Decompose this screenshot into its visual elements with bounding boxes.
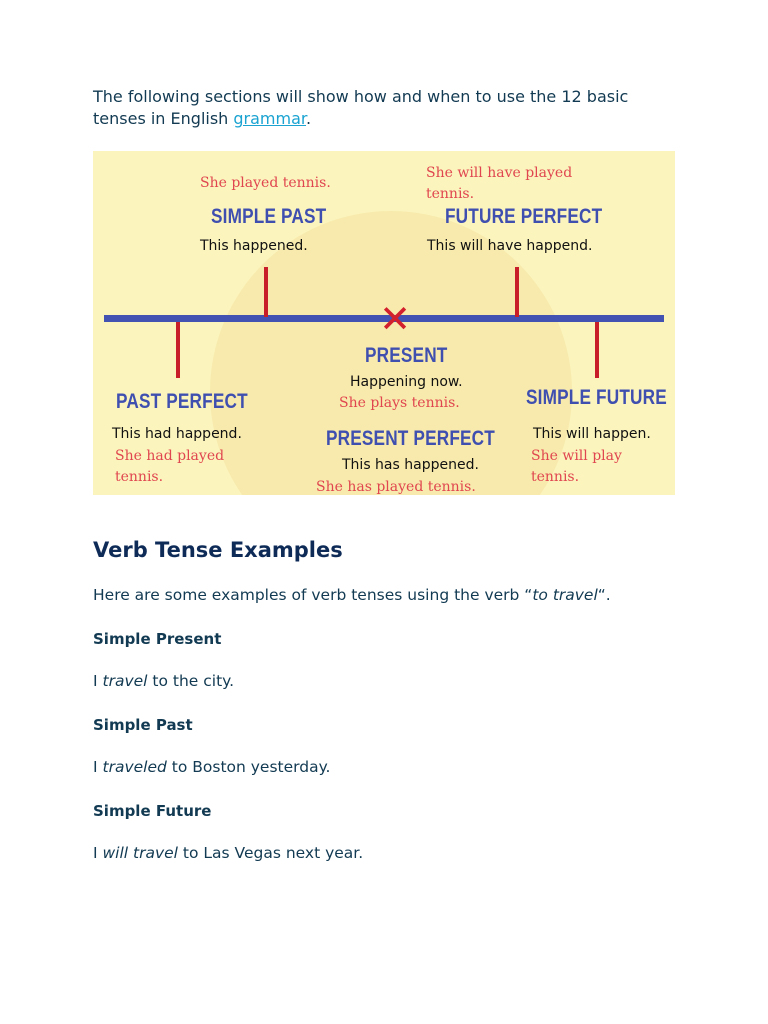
sentence-subject: I (93, 844, 103, 862)
simple-future-example-1: She will play (531, 448, 622, 464)
future-perfect-heading: FUTURE PERFECT (445, 205, 603, 228)
present-heading: PRESENT (365, 344, 448, 367)
simple-future-heading: SIMPLE FUTURE (526, 386, 667, 409)
intro-text: The following sections will show how and when to use the 12 basic tenses in English (93, 87, 629, 128)
future-perfect-meaning: This will have happend. (427, 238, 593, 254)
present-example: She plays tennis. (339, 395, 460, 411)
sentence-rest: to Boston yesterday. (166, 758, 331, 776)
simple-past-example: She played tennis. (200, 175, 331, 191)
past-perfect-heading: PAST PERFECT (116, 390, 248, 413)
tick-past-perfect (176, 322, 180, 378)
present-perfect-meaning: This has happened. (342, 457, 479, 473)
intro-paragraph (93, 86, 683, 130)
sentence-verb: will travel (102, 844, 178, 862)
example-sentence-simple-past (93, 758, 331, 776)
example-sentence-simple-future (93, 844, 363, 862)
past-perfect-example-2: tennis. (115, 469, 164, 485)
section-intro-end: “. (597, 586, 611, 604)
example-heading-simple-present: Simple Present (93, 630, 222, 648)
simple-future-example-2: tennis. (531, 469, 580, 485)
sentence-subject: I (93, 758, 103, 776)
future-perfect-example-1: She will have played (426, 165, 573, 181)
tick-future-perfect (515, 267, 519, 317)
simple-past-meaning: This happened. (200, 238, 308, 254)
sentence-rest: to Las Vegas next year. (178, 844, 364, 862)
example-heading-simple-future: Simple Future (93, 802, 212, 820)
present-x-icon: ✕ (379, 297, 411, 341)
section-intro-verb: to travel (532, 586, 598, 604)
present-perfect-heading: PRESENT PERFECT (326, 427, 495, 450)
example-sentence-simple-present (93, 672, 234, 690)
section-title: Verb Tense Examples (93, 538, 343, 562)
simple-future-meaning: This will happen. (533, 426, 651, 442)
grammar-link[interactable]: grammar (233, 109, 307, 128)
sentence-verb: traveled (102, 758, 167, 776)
present-perfect-example: She has played tennis. (316, 479, 476, 495)
past-perfect-meaning: This had happend. (112, 426, 242, 442)
past-perfect-example-1: She had played (115, 448, 225, 464)
tick-simple-future (595, 322, 599, 378)
intro-period: . (306, 109, 312, 128)
example-heading-simple-past: Simple Past (93, 716, 193, 734)
simple-past-heading: SIMPLE PAST (211, 205, 327, 228)
section-intro-text: Here are some examples of verb tenses using the verb “ (93, 586, 533, 604)
present-meaning: Happening now. (350, 374, 463, 390)
tick-simple-past (264, 267, 268, 317)
sentence-subject: I (93, 672, 103, 690)
section-intro (93, 586, 611, 604)
sentence-verb: travel (102, 672, 148, 690)
future-perfect-example-2: tennis. (426, 186, 475, 202)
sentence-rest: to the city. (147, 672, 235, 690)
tense-timeline-infographic (93, 151, 675, 495)
